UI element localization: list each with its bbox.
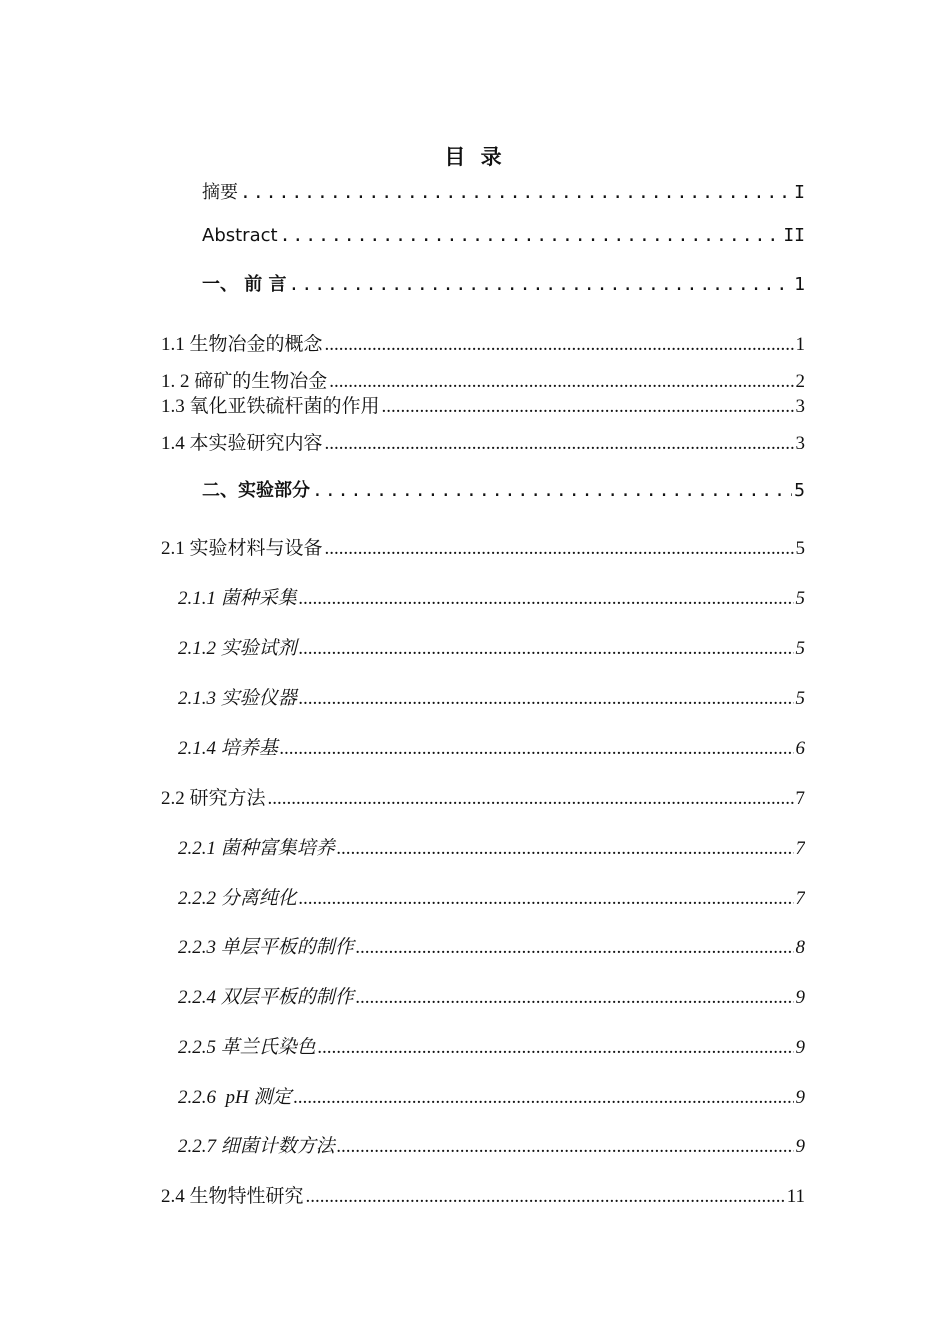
toc-entry-label: 2.1 实验材料与设备 [161,538,323,559]
toc-entry-2-2-6[interactable] [178,1082,805,1109]
toc-leader [299,638,794,660]
toc-entry-label: 摘要 [202,182,238,203]
toc-leader [268,788,794,810]
toc-entry-1-1[interactable] [161,329,805,356]
toc-page-number: 6 [795,738,805,759]
toc-leader [325,538,794,560]
toc-entry-label: 1. 2 碲矿的生物冶金 [161,371,328,392]
toc-page-number: 5 [795,638,805,659]
toc-entry-label: 1.3 氧化亚铁硫杆菌的作用 [161,396,380,417]
toc-entry-2-1-1[interactable] [178,583,805,610]
toc-page-number: 9 [795,1037,805,1058]
toc-entry-label: 2.2.5 革兰氏染色 [178,1037,316,1058]
toc-entry-label: Abstract [202,225,278,246]
toc-leader [337,838,794,860]
toc-entry-label: 2.1.2 实验试剂 [178,638,297,659]
toc-page-number: 1 [795,334,805,355]
toc-entry-2-2-2[interactable] [178,883,805,910]
toc-entry-2-2-1[interactable] [178,833,805,860]
toc-entry-label: 一、 前 言 [202,274,287,295]
toc-leader [312,480,792,501]
toc-entry-label: 2.2.6 pH 测定 [178,1087,292,1108]
toc-entry-2-2[interactable] [161,783,805,810]
toc-page-number: 1 [794,274,805,295]
toc-leader [240,182,792,203]
toc-page-number: 2 [795,371,805,392]
toc-entry-1-2[interactable] [161,366,805,393]
toc-page-number: 8 [795,937,805,958]
toc-leader [356,987,794,1009]
toc-leader [318,1037,794,1059]
toc-entry-label: 2.2.2 分离纯化 [178,888,297,909]
toc-entry-2-4[interactable] [161,1181,805,1208]
toc-leader [325,334,794,356]
toc-page-number: 7 [795,788,805,809]
toc-page-number: 7 [795,888,805,909]
toc-entry-2-1-2[interactable] [178,633,805,660]
toc-leader [337,1136,794,1158]
toc-page-number: 5 [794,480,805,501]
toc-entry-chapter-1[interactable] [202,270,805,296]
toc-entry-label: 2.4 生物特性研究 [161,1186,304,1207]
toc-entry-2-2-3[interactable] [178,932,805,959]
toc-entry-label: 1.4 本实验研究内容 [161,433,323,454]
toc-entry-label: 2.2.1 菌种富集培养 [178,838,335,859]
toc-entry-2-1[interactable] [161,533,805,560]
toc-entry-label: 2.2.4 双层平板的制作 [178,987,354,1008]
toc-leader [382,396,794,418]
toc-entry-label: 2.1.3 实验仪器 [178,688,297,709]
toc-leader [299,888,794,910]
toc-title: 目 录 [444,145,506,169]
toc-entry-label: 2.1.1 菌种采集 [178,588,297,609]
toc-entry-label: 2.2 研究方法 [161,788,266,809]
toc-leader [356,937,794,959]
toc-entry-label: 2.2.3 单层平板的制作 [178,937,354,958]
toc-page-number: I [794,182,805,203]
toc-entry-chapter-2[interactable] [202,476,805,502]
toc-leader [299,588,794,610]
toc-leader [306,1186,785,1208]
toc-entry-2-1-4[interactable] [178,733,805,760]
toc-leader [299,688,794,710]
toc-leader [325,433,794,455]
toc-entry-2-2-4[interactable] [178,982,805,1009]
toc-leader [280,225,782,246]
toc-page-number: 11 [786,1186,805,1207]
toc-leader [329,371,793,393]
toc-leader [289,274,793,295]
toc-entry-abstract-cn[interactable] [202,178,805,204]
toc-page-number: 7 [795,838,805,859]
toc-entry-label: 2.1.4 培养基 [178,738,278,759]
toc-entry-label: 2.2.7 细菌计数方法 [178,1136,335,1157]
toc-entry-label: 1.1 生物冶金的概念 [161,334,323,355]
toc-page-number: 3 [795,396,805,417]
toc-page-number: 5 [795,538,805,559]
toc-page-number: 3 [795,433,805,454]
toc-entry-abstract-en[interactable] [202,225,805,246]
toc-page-number: 9 [795,987,805,1008]
toc-entry-1-4[interactable] [161,428,805,455]
toc-entry-2-2-5[interactable] [178,1032,805,1059]
toc-entry-1-3[interactable] [161,391,805,418]
toc-leader [280,738,794,760]
toc-entry-label: 二、实验部分 [202,480,310,501]
toc-page-number: 5 [795,588,805,609]
toc-page-number: 9 [795,1087,805,1108]
toc-leader [293,1087,793,1109]
toc-entry-2-1-3[interactable] [178,683,805,710]
toc-page-number: 5 [795,688,805,709]
toc-entry-2-2-7[interactable] [178,1131,805,1158]
toc-page-number: II [783,225,805,246]
toc-page-number: 9 [795,1136,805,1157]
